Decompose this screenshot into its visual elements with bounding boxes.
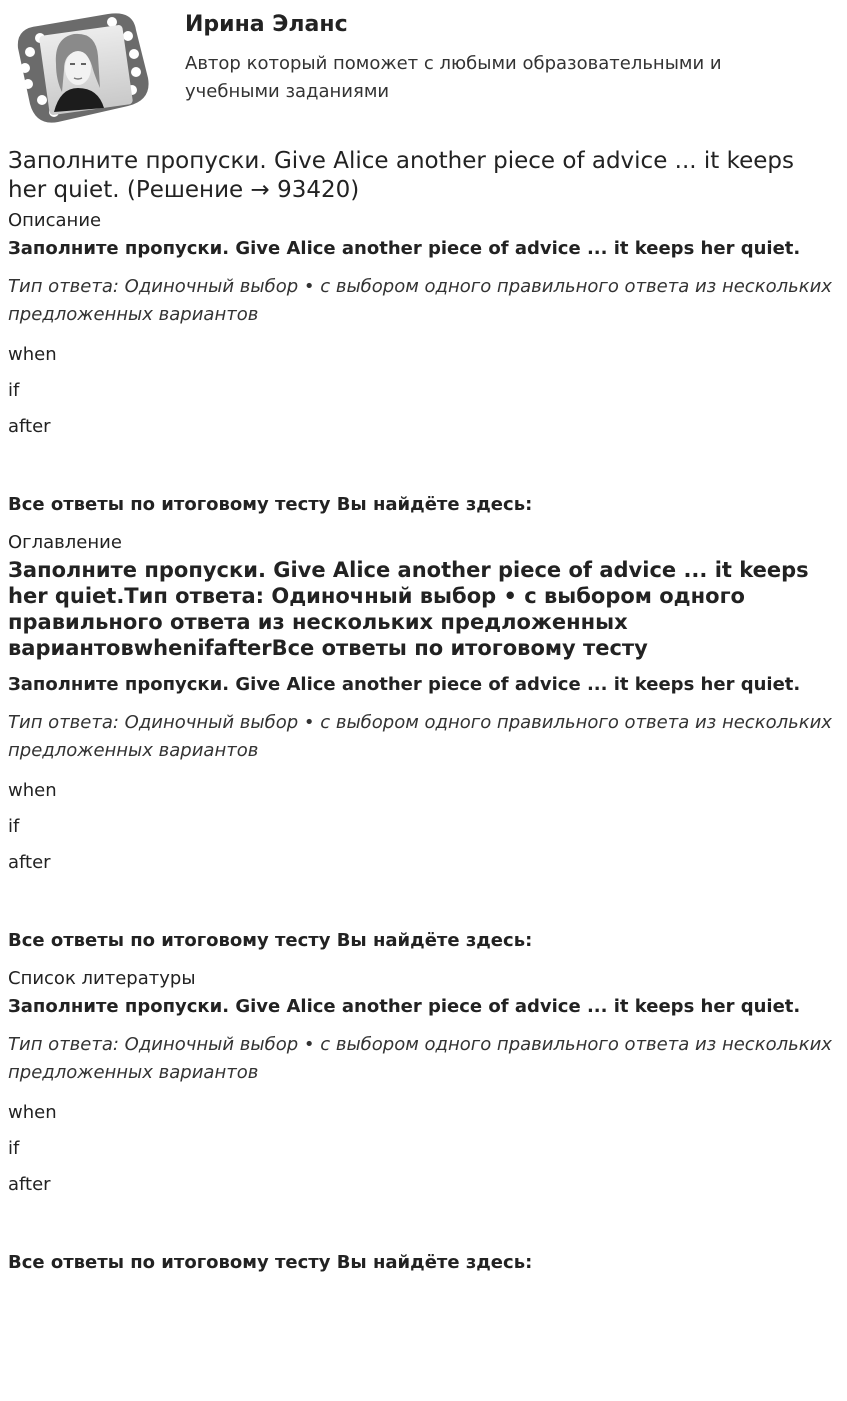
answer-type: Тип ответа: Одиночный выбор • с выбором одного правильного ответа из нескольких предложенных вариантов [8,1034,832,1083]
film-frame-avatar-icon [8,8,150,126]
option-after: after [8,1174,51,1195]
toc-heading: Заполните пропуски. Give Alice another piece of advice ... it keeps her quiet.Тип ответа: Одиночный выбор • с выбором одного правильного ответа из нескольких предложенных вариантовwhenifafterВсе ответы по итоговому тесту [8,558,809,660]
toc-label: Оглавление [8,532,122,553]
option-after: after [8,416,51,437]
option-when: when [8,344,57,365]
option-if: if [8,1138,20,1159]
question-text: Заполните пропуски. Give Alice another piece of advice ... it keeps her quiet. [8,996,801,1017]
option-if: if [8,816,20,837]
author-description: Автор который поможет с любыми образовательными и учебными заданиями [185,53,722,102]
option-if: if [8,380,20,401]
all-answers-note: Все ответы по итоговому тесту Вы найдёте здесь: [8,930,533,951]
description-label: Описание [8,210,102,231]
question-text: Заполните пропуски. Give Alice another piece of advice ... it keeps her quiet. [8,238,801,259]
page-title: Заполните пропуски. Give Alice another piece of advice ... it keeps her quiet. (Решение → 93420) [8,148,794,203]
main-content [0,147,847,1275]
answer-type: Тип ответа: Одиночный выбор • с выбором одного правильного ответа из нескольких предложенных вариантов [8,712,832,761]
all-answers-note: Все ответы по итоговому тесту Вы найдёте здесь: [8,1252,533,1273]
literature-label: Список литературы [8,968,196,989]
question-text: Заполните пропуски. Give Alice another piece of advice ... it keeps her quiet. [8,674,801,695]
option-when: when [8,780,57,801]
option-when: when [8,1102,57,1123]
author-avatar[interactable] [8,8,150,126]
author-name[interactable]: Ирина Эланс [185,12,348,37]
author-header [0,0,847,140]
all-answers-note: Все ответы по итоговому тесту Вы найдёте здесь: [8,494,533,515]
description-section [8,209,839,517]
toc-section [8,531,839,953]
option-after: after [8,852,51,873]
answer-type: Тип ответа: Одиночный выбор • с выбором одного правильного ответа из нескольких предложенных вариантов [8,276,832,325]
literature-section [8,967,839,1275]
